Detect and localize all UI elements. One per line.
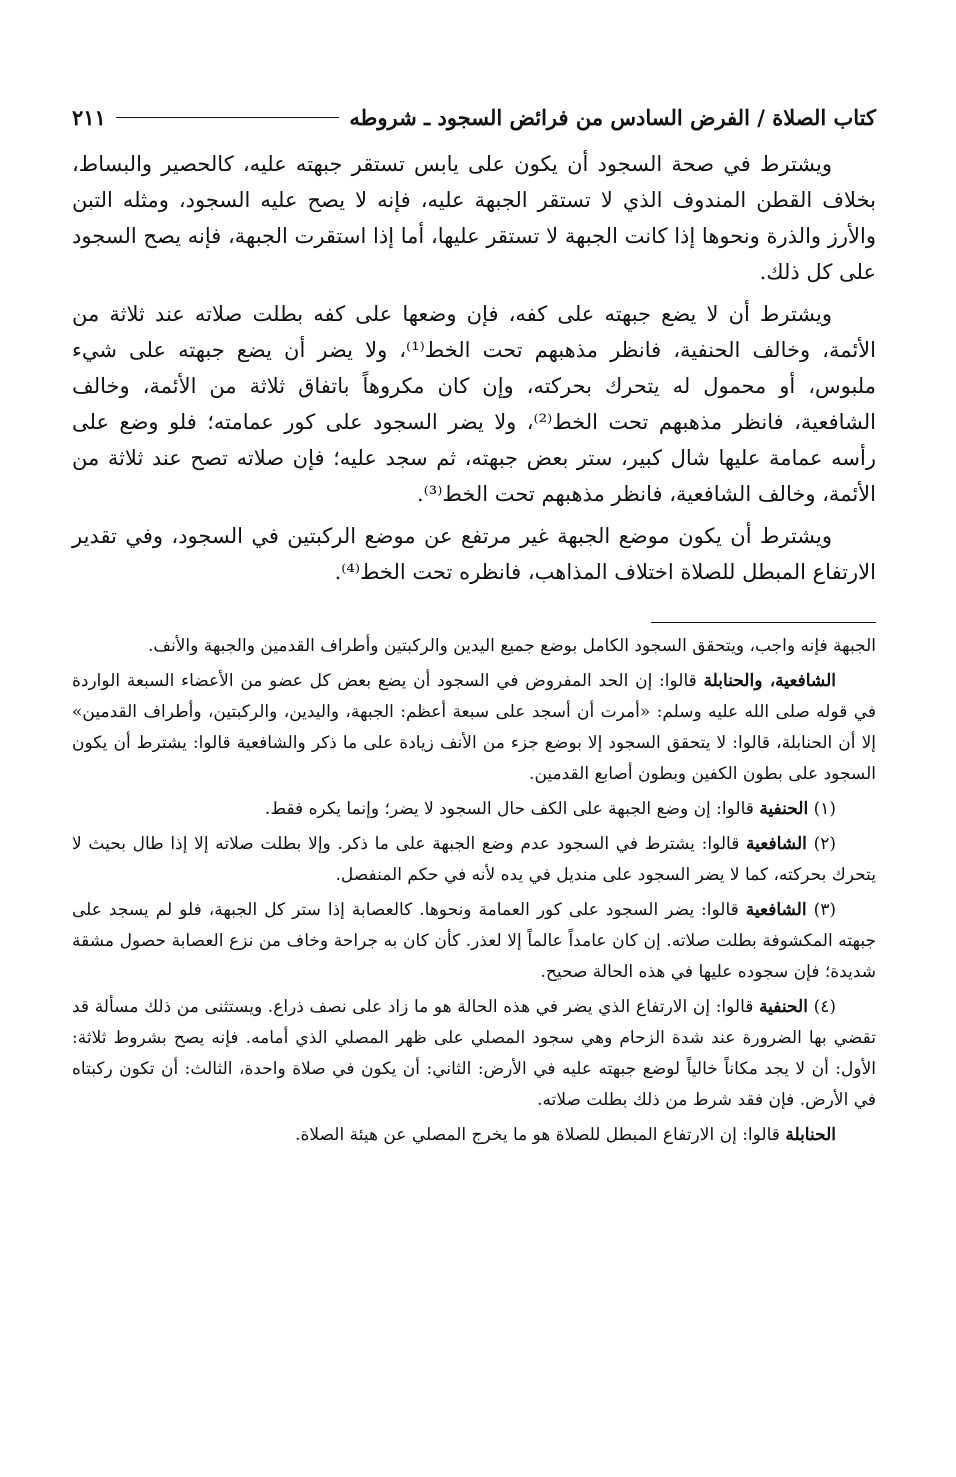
footnote-3 bbox=[72, 895, 876, 988]
footnote-shafii-hanbali bbox=[72, 666, 876, 790]
footnote-2 bbox=[72, 829, 876, 891]
footnote-text: قالوا: إن وضع الجبهة على الكف حال السجود لا يضر؛ وإنما يكره فقط. bbox=[264, 799, 760, 819]
footnote-text: قالوا: إن الارتفاع الذي يضر في هذه الحالة هو ما زاد على نصف ذراع. ويستثنى من ذلك مسألة قد تقضي بها الضرورة عند شدة الزحام وهي سجود المصلي على ظهر المصلي الذي أمامه. فإنه يصح بشروط ثلاثة: الأول: أن لا يجد مكاناً خالياً لوضع جبهته عليه في الأرض: الثاني: أن يكون في صلاة واحدة، الثالث: أن تكون ركبتاه في الأرض. فإن فقد شرط من ذلك بطلت صلاته. bbox=[72, 997, 876, 1110]
footnote-text: قالوا: يضر السجود على كور العمامة ونحوها. كالعصابة إذا ستر كل الجبهة، فلو لم يسجد على جبهته المكشوفة بطلت صلاته. إن كان عامداً عالماً إلا لعذر. كأن كان به جراحة وخاف من نزع العصابة حصول مشقة شديدة؛ فإن سجوده عليها في هذه الحالة صحيح. bbox=[72, 900, 876, 982]
page-number: ٢١١ bbox=[72, 104, 106, 130]
footnote-number: (١) bbox=[808, 799, 836, 819]
footnote-text: قالوا: إن الحد المفروض في السجود أن يضع بعض كل عضو من الأعضاء السبعة الواردة في قوله صلى الله عليه وسلم: «أمرت أن أسجد على سبعة أعظم: الجبهة، واليدين، والركبتين، وأطراف القدمين» إلا أن الحنابلة، قالوا: لا يتحقق السجود إلا بوضع جزء من الأنف زيادة على ما ذكر والشافعية قالوا: يشترط أن يكون السجود على بطون الكفين وبطون أصابع القدمين. bbox=[72, 671, 876, 784]
footnote-label: الحنابلة bbox=[785, 1125, 836, 1145]
footnote-number: (٤) bbox=[807, 997, 836, 1017]
header-rule bbox=[116, 117, 340, 118]
footnote-label: الحنفية bbox=[759, 799, 809, 819]
footnote-text: قالوا: يشترط في السجود عدم وضع الجبهة على ما ذكر. وإلا بطلت صلاته إلا إذا طال بحيث لا يتحرك بحركته، كما لا يضر السجود على منديل في يده لأنه في حكم المنفصل. bbox=[72, 834, 876, 885]
footnote-1 bbox=[72, 794, 876, 825]
footnote-continuation: الجبهة فإنه واجب، ويتحقق السجود الكامل بوضع جميع اليدين والركبتين وأطراف القدمين والجبهة والأنف. bbox=[147, 636, 876, 656]
footnote-4 bbox=[72, 992, 876, 1116]
footnote-number: (٢) bbox=[806, 834, 836, 854]
footnote-number: (٣) bbox=[806, 900, 836, 920]
footnote-hanbali bbox=[72, 1120, 876, 1151]
footnotes bbox=[72, 631, 876, 1151]
footnote-label: الحنفية bbox=[759, 997, 808, 1017]
footnote-label: الشافعية، والحنابلة bbox=[703, 671, 836, 691]
paragraph-dry-surface: ويشترط في صحة السجود أن يكون على يابس تستقر جبهته عليه، كالحصير والبساط، بخلاف القطن المندوف الذي لا تستقر الجبهة عليه، فإنه لا يصح عليه السجود، ومثله التبن والأرز والذرة ونحوها إذا كانت الجبهة لا تستقر عليها، أما إذا استقرت الجبهة، فإنه يصح السجود على كل ذلك. bbox=[72, 152, 876, 284]
paragraph-hand-and-clothing: ويشترط أن لا يضع جبهته على كفه، فإن وضعها على كفه بطلت صلاته عند ثلاثة من الأئمة، وخالف الحنفية، فانظر مذهبهم تحت الخط⁽¹⁾، ولا يضر أن يضع جبهته على شيء ملبوس، أو محمول له يتحرك بحركته، وإن كان مكروهاً باتفاق ثلاثة من الأئمة، وخالف الشافعية، فانظر مذهبهم تحت الخط⁽²⁾، ولا يضر السجود على كور عمامته؛ فلو وضع على رأسه عمامة عليها شال كبير، ستر بعض جبهته، ثم سجد عليه؛ فإن صلاته تصح عند ثلاثة من الأئمة، وخالف الشافعية، فانظر مذهبهم تحت الخط⁽³⁾. bbox=[72, 302, 876, 506]
footnote-label: الشافعية bbox=[746, 834, 807, 854]
footnote-text: قالوا: إن الارتفاع المبطل للصلاة هو ما يخرج المصلي عن هيئة الصلاة. bbox=[295, 1125, 786, 1145]
footnote-separator bbox=[651, 622, 876, 623]
running-header-title: كتاب الصلاة / الفرض السادس من فرائض السجود ـ شروطه bbox=[349, 104, 876, 130]
main-text bbox=[72, 146, 876, 590]
footnote-label: الشافعية bbox=[745, 900, 807, 920]
running-header bbox=[72, 98, 876, 136]
paragraph-elevation: ويشترط أن يكون موضع الجبهة غير مرتفع عن موضع الركبتين في السجود، وفي تقدير الارتفاع المبطل للصلاة اختلاف المذاهب، فانظره تحت الخط⁽⁴⁾. bbox=[72, 524, 876, 584]
